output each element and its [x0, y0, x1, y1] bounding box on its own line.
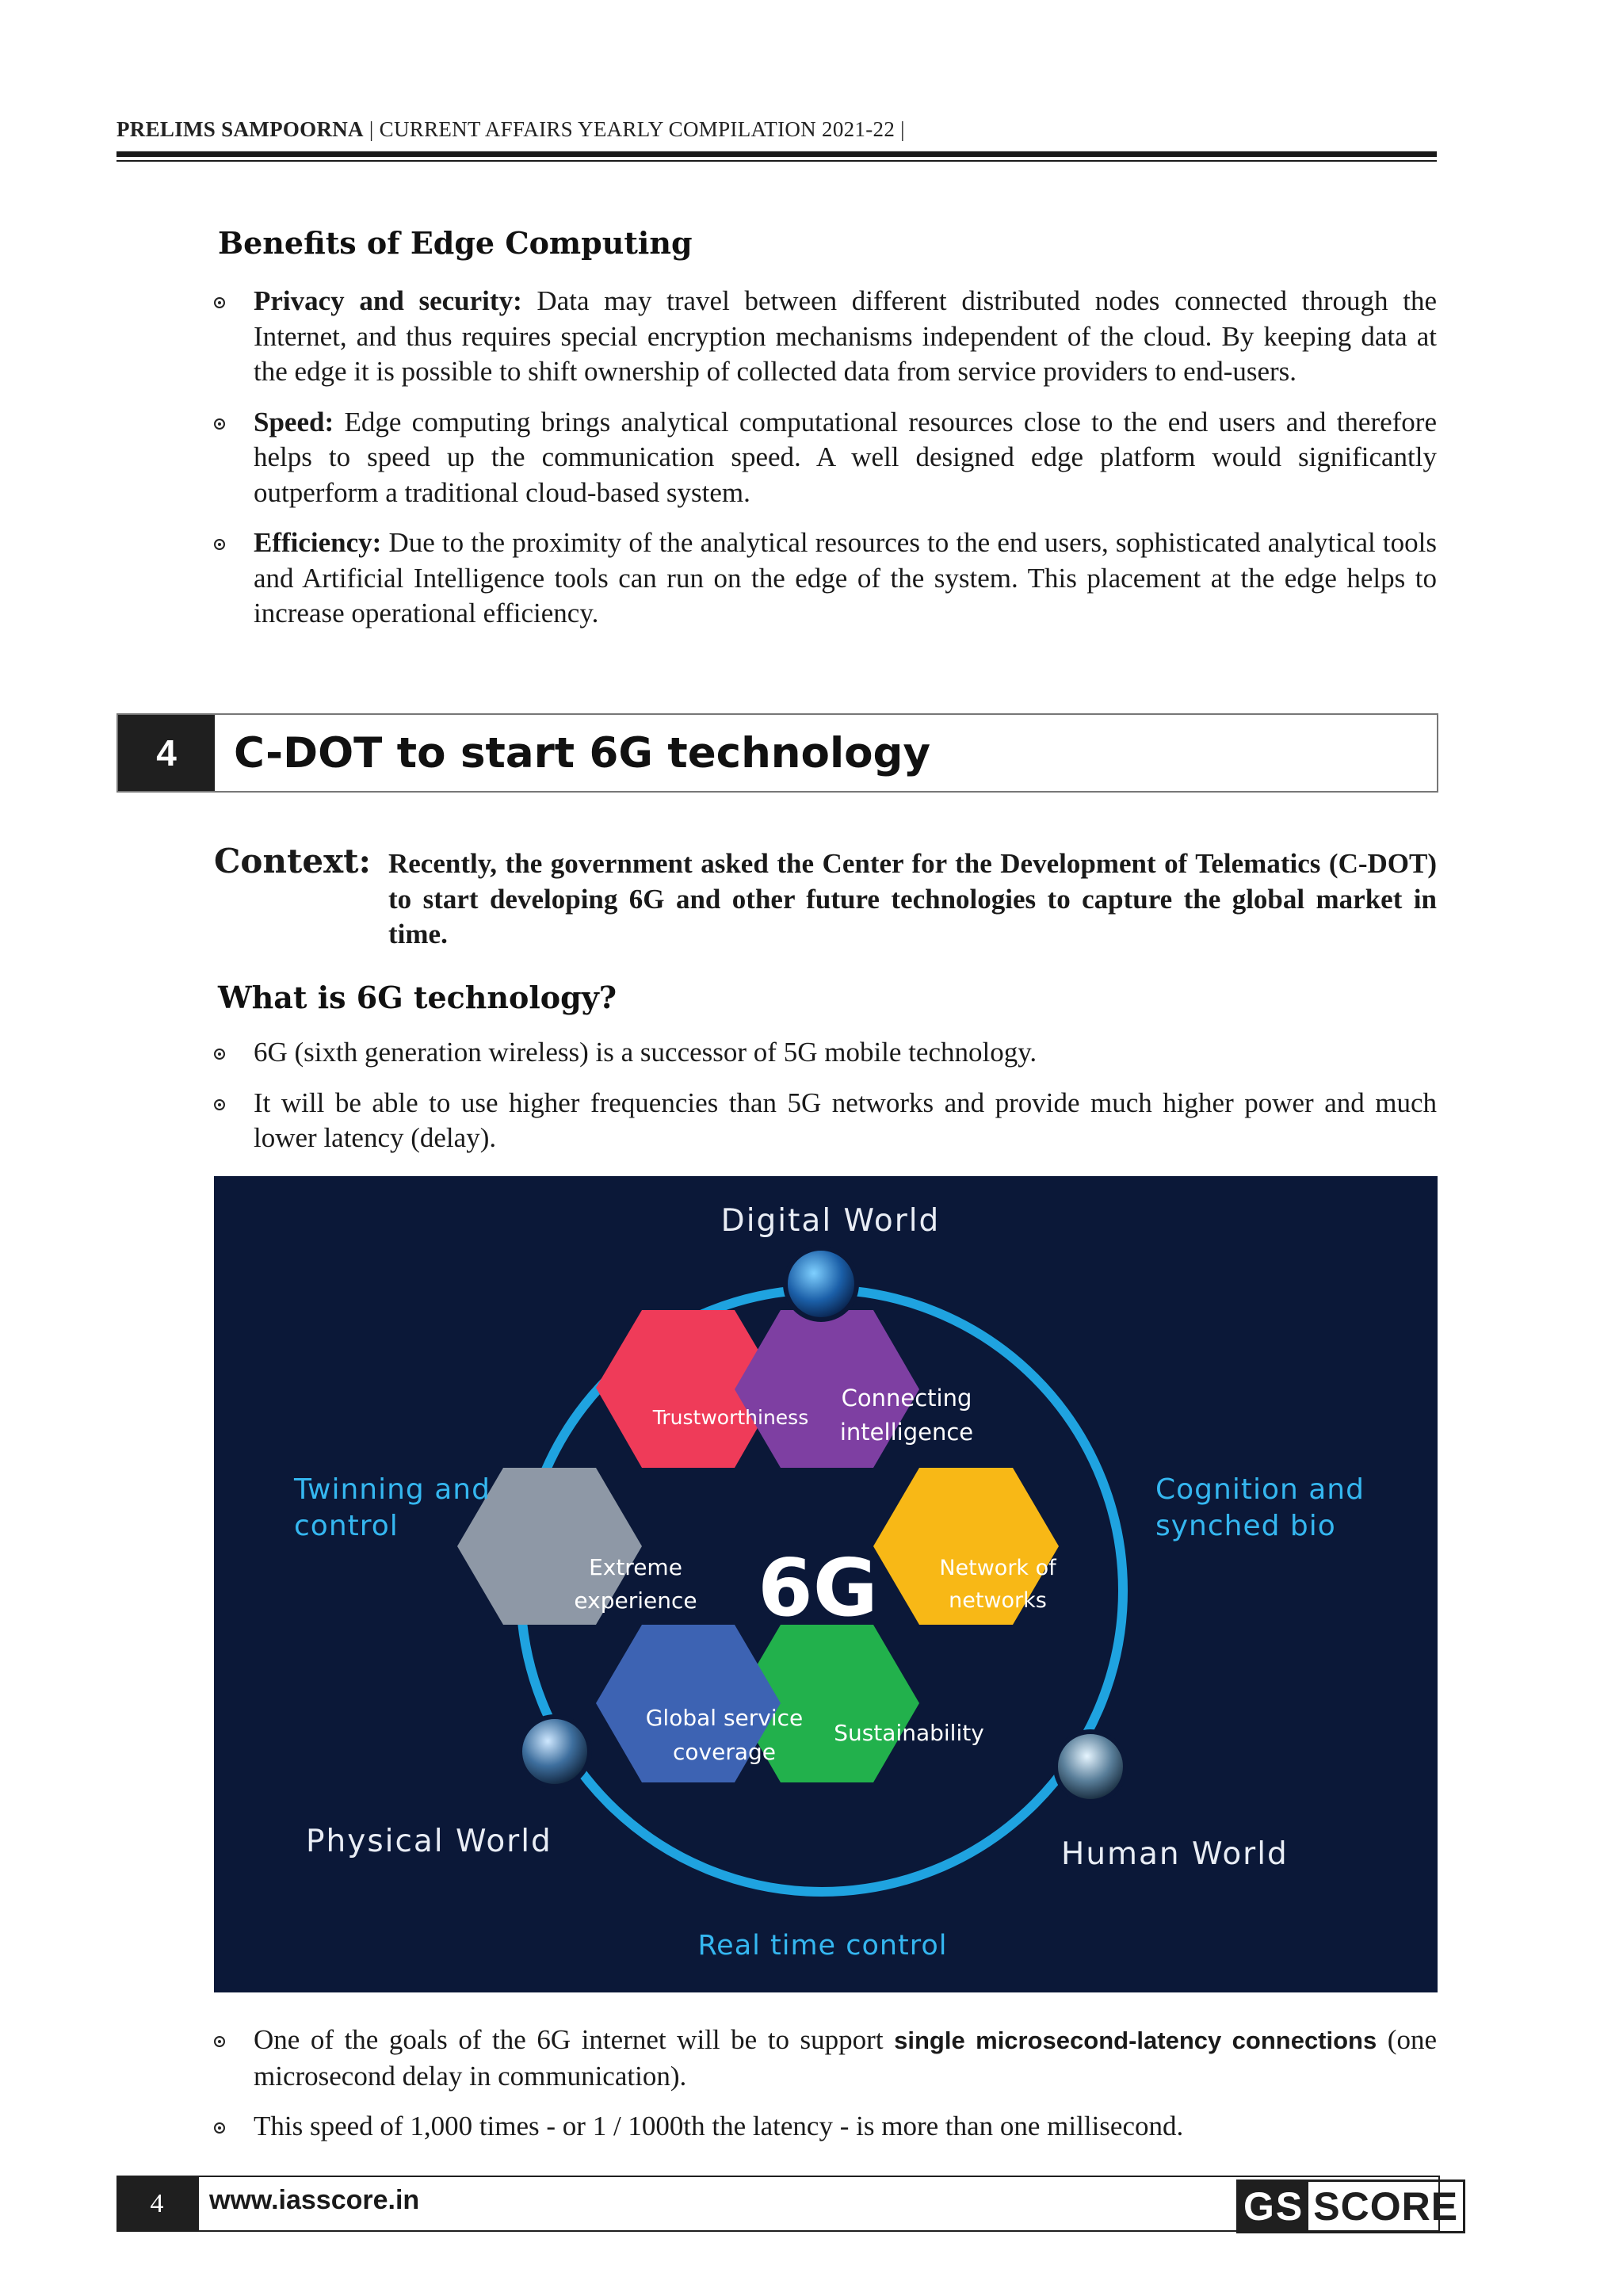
- list-item: [214, 1035, 1437, 1071]
- gsscore-logo: [1236, 2179, 1465, 2233]
- list-item: [214, 284, 1437, 390]
- sixg-list: [214, 1035, 1437, 1171]
- list-item: [214, 1086, 1437, 1156]
- edge-benefits-list: [214, 284, 1437, 647]
- hex-label: experience: [574, 1587, 697, 1614]
- label-real-time-control: Real time control: [697, 1930, 948, 1962]
- bullet-icon: [214, 539, 225, 550]
- logo-gs: GS: [1239, 2182, 1308, 2231]
- sixg-goals-list: [214, 2023, 1437, 2160]
- edge-heading: Benefits of Edge Computing: [218, 225, 693, 261]
- item-text: One of the goals of the 6G internet will be to support: [254, 2024, 895, 2055]
- header-rule-thin: [116, 160, 1437, 162]
- bullet-icon: [214, 418, 225, 430]
- hex-label: Trustworthiness: [652, 1406, 809, 1429]
- bullet-icon: [214, 2122, 225, 2134]
- label-twinning-line2: control: [294, 1510, 399, 1542]
- item-text: It will be able to use higher frequencies than 5G networks and provide much higher power and much lower latency (delay).: [254, 1087, 1437, 1153]
- section-number: 4: [118, 715, 215, 791]
- center-6g-label: 6G: [758, 1541, 878, 1634]
- item-title: Speed:: [254, 406, 334, 437]
- list-item: [214, 405, 1437, 511]
- label-human-world: Human World: [1061, 1836, 1289, 1872]
- hex-label: Sustainability: [834, 1720, 984, 1746]
- human-globe-icon: [1056, 1732, 1125, 1801]
- item-text: This speed of 1,000 times - or 1 / 1000th the latency - is more than one millisecond.: [254, 2111, 1184, 2141]
- sixg-heading: What is 6G technology?: [218, 980, 617, 1015]
- label-digital-world: Digital World: [720, 1203, 941, 1239]
- bullet-icon: [214, 1099, 225, 1110]
- hex-label: Connecting: [841, 1385, 972, 1412]
- list-item: [214, 525, 1437, 632]
- list-item: [214, 2109, 1437, 2145]
- section-title: C-DOT to start 6G technology: [234, 728, 931, 777]
- digital-world-globe-icon: [785, 1248, 857, 1320]
- sixg-figure: [214, 1176, 1438, 1992]
- item-text: 6G (sixth generation wireless) is a successor of 5G mobile technology.: [254, 1037, 1037, 1068]
- label-physical-world: Physical World: [306, 1824, 552, 1859]
- footer-url: www.iasscore.in: [209, 2185, 420, 2215]
- header-subtitle: | CURRENT AFFAIRS YEARLY COMPILATION 2021-22 |: [363, 117, 905, 141]
- running-header: [116, 117, 905, 142]
- footer-page-number: 4: [116, 2176, 197, 2232]
- earth-globe-icon: [520, 1717, 590, 1786]
- item-title: Privacy and security:: [254, 285, 522, 316]
- list-item: [214, 2023, 1437, 2094]
- hex-label: Network of: [939, 1556, 1056, 1580]
- label-twinning-line1: Twinning and: [294, 1473, 491, 1506]
- context-text: Recently, the government asked the Center for the Development of Telematics (C-DOT) to start developing 6G and other future technologies to capture the global market in time.: [388, 848, 1437, 949]
- hex-label: Global service: [645, 1705, 804, 1731]
- logo-score: SCORE: [1313, 2184, 1459, 2229]
- item-emphasis: single microsecond-latency connections: [894, 2027, 1377, 2054]
- item-text: Data may travel between different distributed nodes connected through the Internet, and thus requires special encryption mechanisms independent of the cloud. By keeping data at the edge it is possible to shift ownership of collected data from service providers to end-users.: [254, 285, 1437, 387]
- item-title: Efficiency:: [254, 527, 382, 558]
- label-cognition-line1: Cognition and: [1155, 1473, 1365, 1506]
- bullet-icon: [214, 2036, 225, 2047]
- header-rule: [116, 151, 1437, 157]
- bullet-icon: [214, 297, 225, 308]
- header-brand: PRELIMS SAMPOORNA: [116, 117, 364, 141]
- context-label: Context:: [214, 842, 372, 881]
- item-text: (one microsecond delay in communication).: [254, 2024, 1437, 2092]
- section-banner: [116, 713, 1438, 793]
- hex-label: networks: [949, 1588, 1047, 1613]
- bullet-icon: [214, 1049, 225, 1060]
- hex-label: intelligence: [839, 1419, 974, 1446]
- item-text: Edge computing brings analytical computational resources close to the end users and therefore helps to speed up the communication speed. A well designed edge platform would significantly outperform a traditional cloud-based system.: [254, 406, 1437, 508]
- hex-label: Extreme: [589, 1554, 682, 1580]
- item-text: Due to the proximity of the analytical resources to the end users, sophisticated analytical tools and Artificial Intelligence tools can run on the edge of the system. This placement at the edge helps to increase operational efficiency.: [254, 527, 1437, 628]
- label-cognition-line2: synched bio: [1155, 1510, 1336, 1542]
- hex-label: coverage: [673, 1739, 776, 1765]
